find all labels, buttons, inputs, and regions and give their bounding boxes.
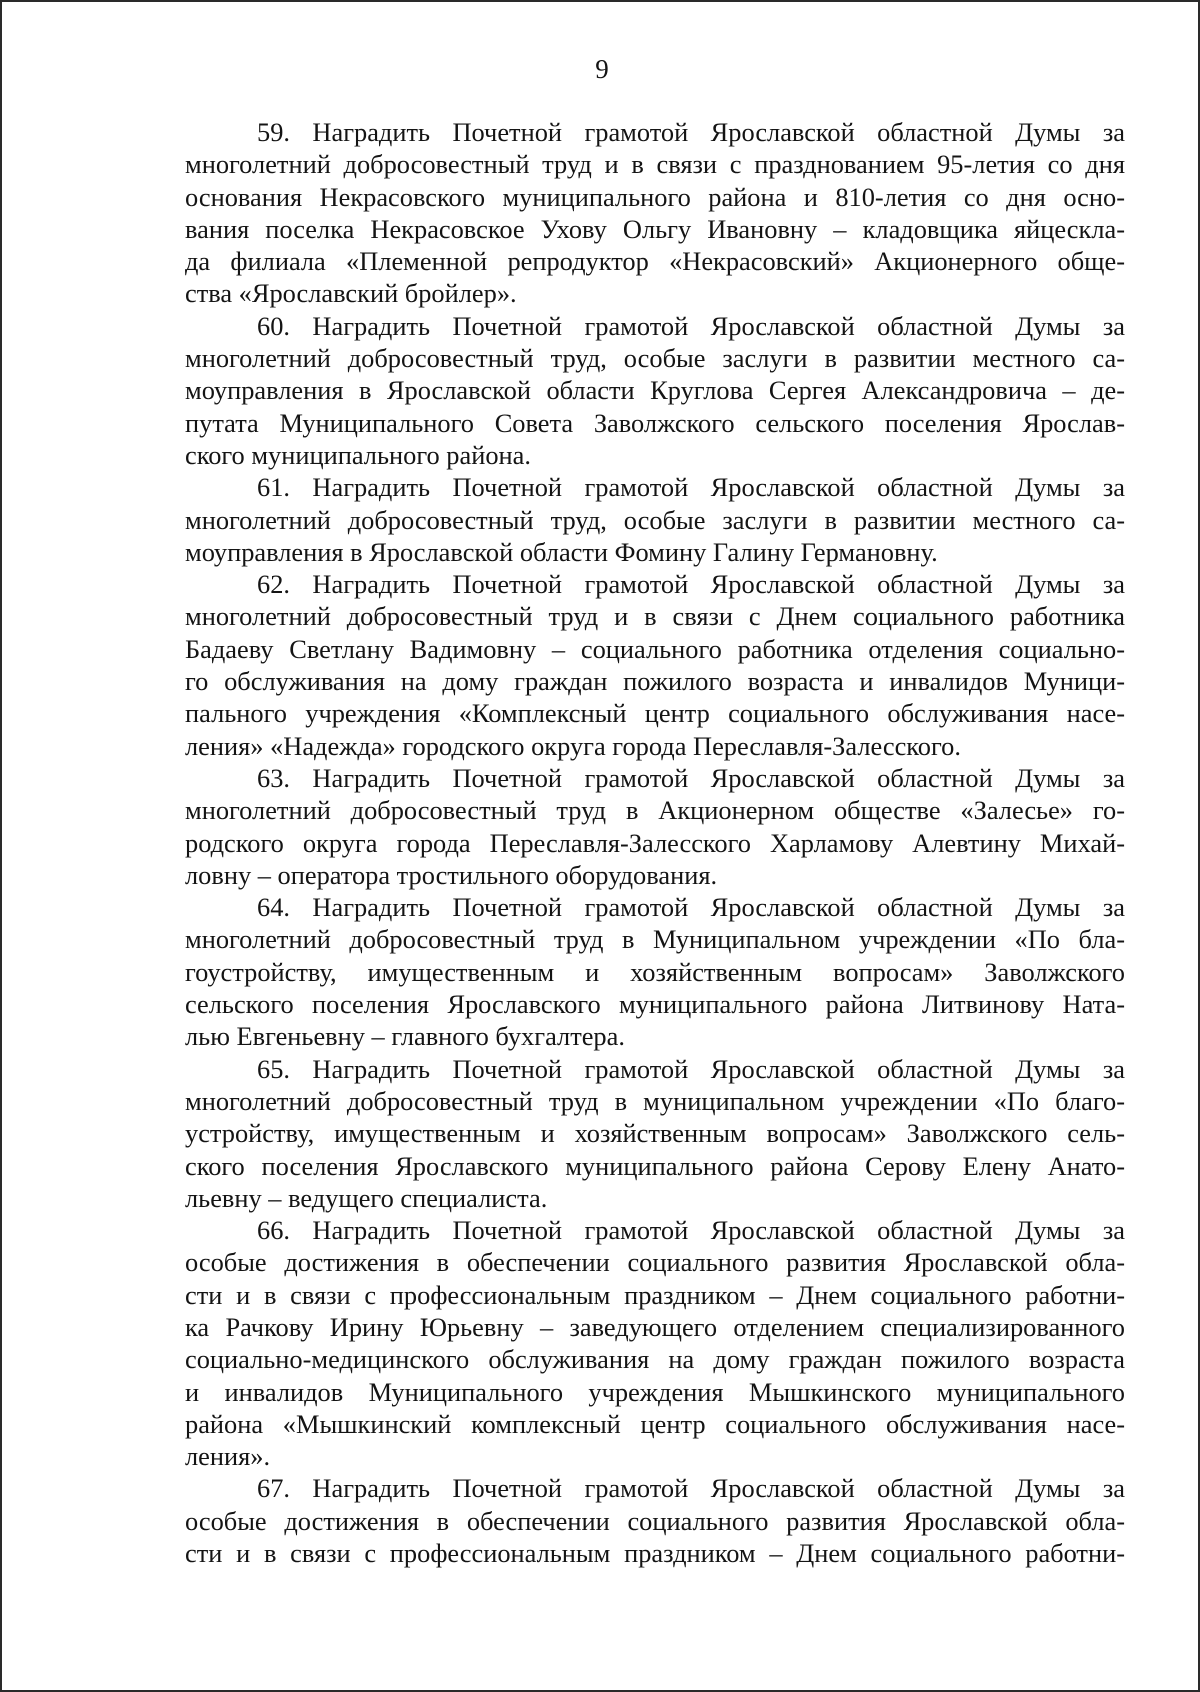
paragraph-line: многолетний добросовестный труд, особые заслуги в развитии местного са-	[185, 504, 1125, 535]
paragraph-line: моуправления в Ярославской области Круглова Сергея Александровича – де-	[185, 375, 1125, 406]
award-paragraph	[185, 471, 1125, 568]
paragraph-line: 63. Наградить Почетной грамотой Ярославской областной Думы за	[257, 762, 1125, 793]
award-paragraph	[185, 310, 1125, 471]
paragraph-line: ления».	[185, 1441, 271, 1472]
paragraph-line: льевну – ведущего специалиста.	[185, 1182, 548, 1213]
paragraph-line: 64. Наградить Почетной грамотой Ярославской областной Думы за	[257, 892, 1125, 923]
paragraph-line: многолетний добросовестный труд в Акционерном обществе «Залесье» го-	[185, 795, 1125, 826]
paragraph-line: многолетний добросовестный труд и в связи с празднованием 95-летия со дня	[185, 149, 1125, 180]
paragraph-line: многолетний добросовестный труд, особые заслуги в развитии местного са-	[185, 343, 1125, 374]
paragraph-line: особые достижения в обеспечении социального развития Ярославской обла-	[185, 1505, 1125, 1536]
paragraph-line: 59. Наградить Почетной грамотой Ярославской областной Думы за	[257, 117, 1125, 147]
paragraph-line: сти и в связи с профессиональным праздником – Днем социального работни-	[185, 1279, 1125, 1310]
paragraph-line: устройству, имущественным и хозяйственным вопросам» Заволжского сель-	[185, 1118, 1125, 1149]
paragraph-line: го обслуживания на дому граждан пожилого возраста и инвалидов Муници-	[185, 666, 1125, 697]
paragraph-line: многолетний добросовестный труд и в связи с Днем социального работника	[185, 601, 1125, 632]
document-body	[185, 116, 1125, 1569]
paragraph-line: родского округа города Переславля-Залесского Харламову Алевтину Михай-	[185, 827, 1125, 858]
paragraph-line: ства «Ярославский бройлер».	[185, 278, 517, 309]
paragraph-line: 62. Наградить Почетной грамотой Ярославской областной Думы за	[257, 569, 1125, 600]
paragraph-line: ского муниципального района.	[185, 439, 531, 470]
paragraph-line: особые достижения в обеспечении социального развития Ярославской обла-	[185, 1247, 1125, 1278]
paragraph-line: лью Евгеньевну – главного бухгалтера.	[185, 1021, 625, 1052]
award-paragraph	[185, 568, 1125, 762]
award-paragraph	[185, 891, 1125, 1052]
paragraph-line: моуправления в Ярославской области Фомину Галину Германовну.	[185, 536, 938, 567]
paragraph-line: сельского поселения Ярославского муниципального района Литвинову Ната-	[185, 989, 1125, 1020]
paragraph-line: и инвалидов Муниципального учреждения Мышкинского муниципального	[185, 1376, 1125, 1407]
paragraph-line: путата Муниципального Совета Заволжского сельского поселения Ярослав-	[185, 407, 1125, 438]
paragraph-line: Бадаеву Светлану Вадимовну – социального работника отделения социально-	[185, 633, 1125, 664]
paragraph-line: пального учреждения «Комплексный центр социального обслуживания насе-	[185, 698, 1125, 729]
award-paragraph	[185, 1472, 1125, 1569]
paragraph-line: гоустройству, имущественным и хозяйственным вопросам» Заволжского	[185, 956, 1125, 987]
paragraph-line: основания Некрасовского муниципального района и 810-летия со дня осно-	[185, 181, 1125, 212]
award-paragraph	[185, 116, 1125, 310]
paragraph-line: да филиала «Племенной репродуктор «Некрасовский» Акционерного обще-	[185, 246, 1125, 277]
paragraph-line: 61. Наградить Почетной грамотой Ярославской областной Думы за	[257, 472, 1125, 503]
award-paragraph	[185, 1214, 1125, 1472]
paragraph-line: 65. Наградить Почетной грамотой Ярославской областной Думы за	[257, 1053, 1125, 1084]
paragraph-line: 66. Наградить Почетной грамотой Ярославской областной Думы за	[257, 1215, 1125, 1246]
award-paragraph	[185, 762, 1125, 891]
paragraph-line: многолетний добросовестный труд в муниципальном учреждении «По благо-	[185, 1085, 1125, 1116]
paragraph-line: вания поселка Некрасовское Ухову Ольгу Ивановну – кладовщика яйцескла-	[185, 213, 1125, 244]
paragraph-line: многолетний добросовестный труд в Муниципальном учреждении «По бла-	[185, 924, 1125, 955]
paragraph-line: района «Мышкинский комплексный центр социального обслуживания насе-	[185, 1408, 1125, 1439]
paragraph-line: сти и в связи с профессиональным праздником – Днем социального работни-	[185, 1538, 1125, 1569]
paragraph-line: социально-медицинского обслуживания на дому граждан пожилого возраста	[185, 1344, 1125, 1375]
paragraph-line: ловну – оператора тростильного оборудования.	[185, 859, 718, 890]
paragraph-line: ка Рачкову Ирину Юрьевну – заведующего отделением специализированного	[185, 1311, 1125, 1342]
page-number: 9	[595, 54, 609, 84]
paragraph-line: ления» «Надежда» городского округа города Переславля-Залесского.	[185, 730, 961, 761]
award-paragraph	[185, 1053, 1125, 1214]
paragraph-line: 60. Наградить Почетной грамотой Ярославской областной Думы за	[257, 310, 1125, 341]
paragraph-line: 67. Наградить Почетной грамотой Ярославской областной Думы за	[257, 1473, 1125, 1504]
paragraph-line: ского поселения Ярославского муниципального района Серову Елену Анато-	[185, 1150, 1125, 1181]
